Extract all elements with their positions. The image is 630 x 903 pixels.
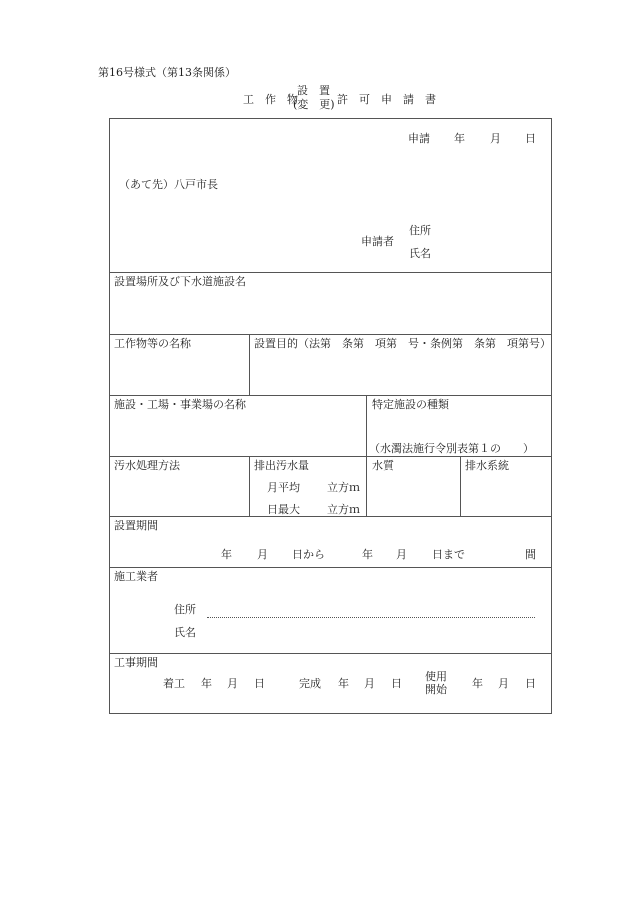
rule-applicant-bottom [109, 272, 552, 273]
application-day: 日 [525, 132, 536, 145]
form-frame [109, 118, 552, 714]
construction-day-2: 日 [391, 677, 402, 690]
monthly-unit: 立方ｍ [327, 481, 360, 494]
construction-month-3: 月 [498, 677, 509, 690]
period-year-1: 年 [221, 548, 232, 561]
rule-structure-divider [249, 334, 250, 395]
location-label: 設置場所及び下水道施設名 [114, 275, 246, 288]
construction-start-label: 着工 [163, 677, 185, 690]
purpose-label: 設置目的（法第 条第 項第 号・条例第 条第 項第号） [254, 337, 551, 350]
form-title-part1: 工 作 物 [243, 93, 298, 106]
form-title-part2: 許 可 申 請 書 [337, 93, 436, 106]
application-year: 年 [454, 132, 465, 145]
construction-month-1: 月 [227, 677, 238, 690]
contractor-name-label: 氏名 [174, 626, 196, 639]
specific-facility-label: 特定施設の種類 [372, 398, 449, 411]
period-from: 日から [292, 548, 325, 561]
use-start-label-1: 使用 [425, 670, 447, 683]
treatment-label: 汚水処理方法 [114, 459, 180, 472]
period-label: 設置期間 [114, 519, 158, 532]
period-between: 間 [525, 548, 536, 561]
rule-period-bottom [109, 567, 552, 568]
construction-month-2: 月 [364, 677, 375, 690]
rule-structure-bottom [109, 395, 552, 396]
completion-label: 完成 [299, 677, 321, 690]
water-quality-label: 水質 [372, 459, 394, 472]
construction-year-3: 年 [472, 677, 483, 690]
construction-day-3: 日 [525, 677, 536, 690]
period-month-2: 月 [396, 548, 407, 561]
construction-label: 工事期間 [114, 656, 158, 669]
drainage-label: 排水系統 [465, 459, 509, 472]
rule-quality-divider [460, 456, 461, 516]
daily-max-label: 日最大 [267, 503, 300, 516]
structure-name-label: 工作物等の名称 [114, 337, 191, 350]
construction-day-1: 日 [254, 677, 265, 690]
period-until: 日まで [432, 548, 465, 561]
form-title-stack-top: 設 置 [297, 84, 330, 97]
application-label: 申請 [408, 132, 430, 145]
specific-facility-note: （水濁法施行令別表第１の ） [369, 442, 534, 455]
rule-contractor-bottom [109, 653, 552, 654]
facility-name-label: 施設・工場・事業場の名称 [114, 398, 246, 411]
period-month-1: 月 [257, 548, 268, 561]
applicant-name-label: 氏名 [409, 247, 431, 260]
use-start-label-2: 開始 [425, 683, 447, 696]
applicant-label: 申請者 [361, 235, 394, 248]
form-number: 第16号様式（第13条関係） [98, 66, 236, 79]
rule-location-bottom [109, 334, 552, 335]
contractor-dotted-line [207, 617, 535, 618]
contractor-label: 施工業者 [114, 570, 158, 583]
applicant-address-label: 住所 [409, 224, 431, 237]
construction-year-1: 年 [201, 677, 212, 690]
contractor-address-label: 住所 [174, 603, 196, 616]
daily-unit: 立方ｍ [327, 503, 360, 516]
construction-year-2: 年 [338, 677, 349, 690]
discharge-label: 排出汚水量 [254, 459, 309, 472]
rule-facility-bottom [109, 456, 552, 457]
addressee: （あて先）八戸市長 [119, 178, 218, 191]
application-month: 月 [490, 132, 501, 145]
form-title-stack-bottom: (変 更) [293, 98, 335, 111]
period-year-2: 年 [362, 548, 373, 561]
rule-facility-divider [366, 395, 367, 516]
rule-treatment-divider [249, 456, 250, 516]
monthly-average-label: 月平均 [267, 481, 300, 494]
